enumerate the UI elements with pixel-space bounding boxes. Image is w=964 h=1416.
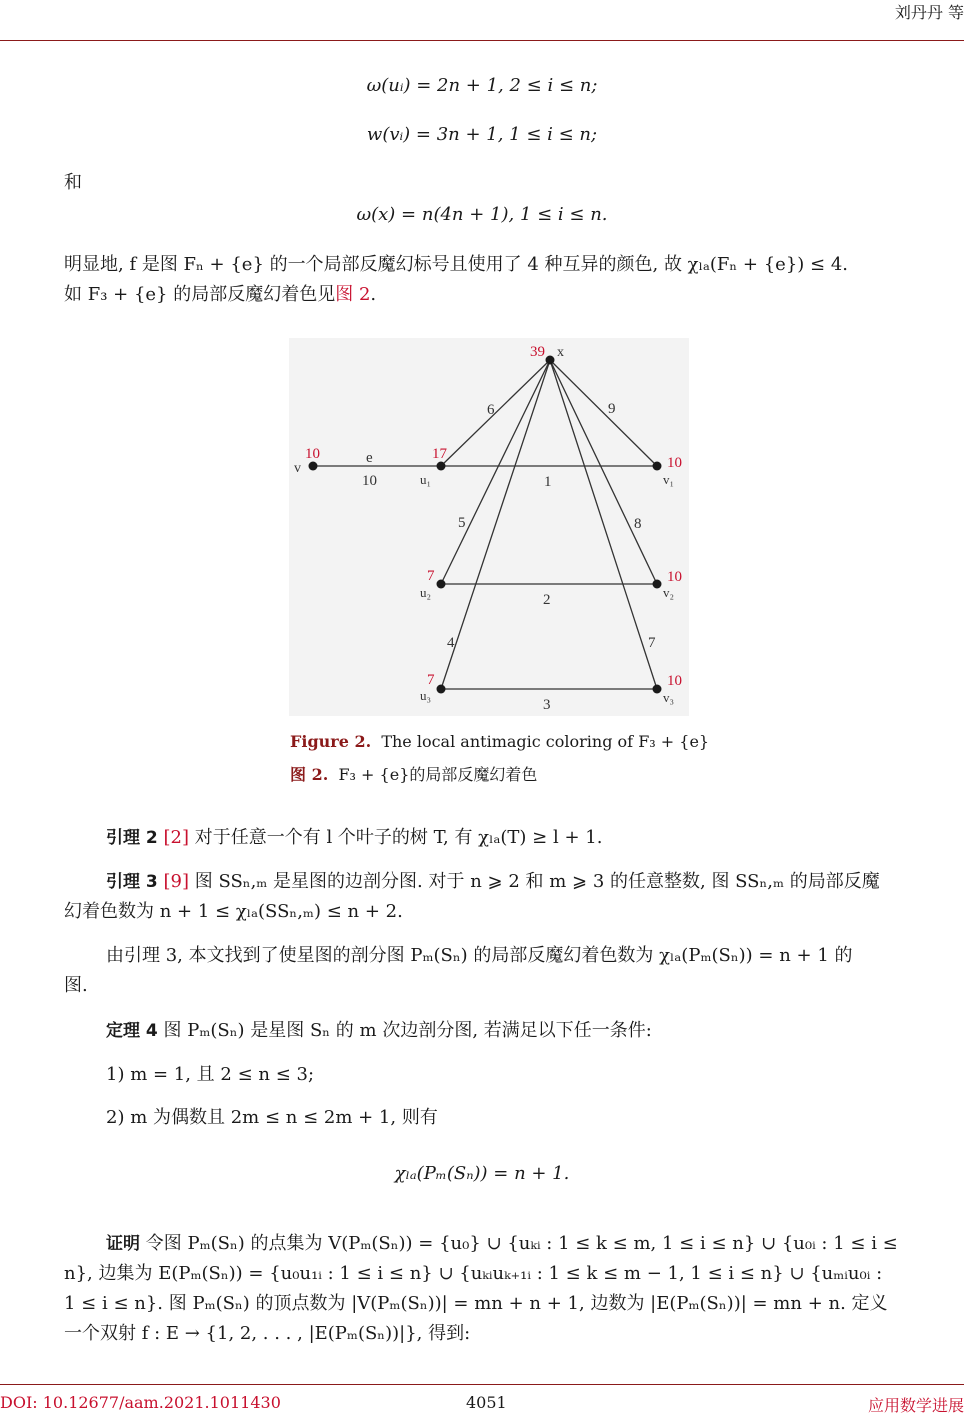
edge-u1-v1-weight: 1 [544,474,552,490]
label-v1-name: v₁ [663,472,675,487]
label-x-name: x [557,345,564,360]
label-v-color: 10 [305,446,320,462]
vertex-u2 [437,580,446,589]
figure-caption-en: Figure 2. The local antimagic coloring of F₃ + {e} [290,732,710,751]
edge-x-u2-weight: 5 [458,515,466,531]
lemma-3-ref[interactable]: [9] [163,871,189,892]
theorem-4: 定理 4 图 Pₘ(Sₙ) 是星图 Sₙ 的 m 次边剖分图, 若满足以下任一条件: [106,1020,652,1041]
edge-x-v3-weight: 7 [648,635,656,651]
theorem-4-condition-1: 1) m = 1, 且 2 ≤ n ≤ 3; [106,1064,315,1085]
paragraph-1 [64,250,964,310]
text-and: 和 [64,172,82,193]
label-v2-color: 10 [667,569,682,585]
edge-v-u1-weight: 10 [362,473,377,489]
footer-rule [0,1384,964,1385]
edge-x-u1 [441,360,550,466]
edge-x-u1-weight: 6 [487,402,495,418]
lemma-3: 引理 3 [9] 图 SSₙ,ₘ 是星图的边剖分图. 对于 n ⩾ 2 和 m ⩾ 3 的任意整数, 图 SSₙ,ₘ 的局部反魔 幻着色数为 n + 1 ≤ χₗₐ(SSₙ,ₘ) ≤ n + 2. [64,871,880,922]
edge-x-v1 [550,360,657,466]
label-u1-name: u₁ [420,472,432,487]
label-u1-color: 17 [432,446,447,462]
label-v3-color: 10 [667,673,682,689]
footer-doi[interactable]: DOI: 10.12677/aam.2021.1011430 [0,1393,281,1412]
vertex-v [309,462,318,471]
edge-u2-v2-weight: 2 [543,592,551,608]
label-v-name: v [294,461,301,476]
footer-journal: 应用数学进展 [867,1396,964,1415]
label-u2-color: 7 [427,568,435,584]
label-u3-name: u₃ [420,688,432,703]
vertex-v2 [653,580,662,589]
figure-caption-zh: 图 2. F₃ + {e}的局部反魔幻着色 [290,765,538,784]
equation-omega-u: ω(uᵢ) = 2n + 1, 2 ≤ i ≤ n; [366,75,598,96]
edge-u3-v3-weight: 3 [543,697,551,713]
edge-e-name: e [366,450,373,466]
header-author: 刘丹丹 等 [894,3,964,22]
vertex-x [546,356,555,365]
graph-figure [289,338,689,716]
label-x-color: 39 [530,344,545,360]
header-rule [0,40,964,41]
proof: 证明 令图 Pₘ(Sₙ) 的点集为 V(Pₘ(Sₙ)) = {u₀} ∪ {uₖᵢ : 1 ≤ k ≤ m, 1 ≤ i ≤ n} ∪ {u₀ᵢ : 1 ≤ i ≤ n}, 边集为 E(Pₘ(Sₙ)) = {u₀u₁ᵢ : 1 ≤ i ≤ n} ∪ {uₖᵢuₖ₊₁ᵢ : 1 ≤ k ≤ m − 1, 1 ≤ i ≤ n} ∪ {uₘᵢu₀ᵢ : 1 ≤ i ≤ n}. 图 Pₘ(Sₙ) 的顶点数为 |V(Pₘ(Sₙ))| = mn + n + 1, 边数为 |E(Pₘ(Sₙ))| = mn + n. 定义 一个双射 f : E → {1, 2, . . . , |E(Pₘ(Sₙ))|}, 得到: [64,1233,898,1344]
label-u3-color: 7 [427,672,435,688]
edge-x-u3-weight: 4 [447,635,455,651]
theorem-4-condition-2: 2) m 为偶数且 2m ≤ n ≤ 2m + 1, 则有 [106,1107,438,1128]
footer-page-number: 4051 [466,1393,507,1412]
edge-x-u2 [441,360,550,584]
paragraph-2: 由引理 3, 本文找到了使星图的剖分图 Pₘ(Sₙ) 的局部反魔幻着色数为 χₗₐ(Pₘ(Sₙ)) = n + 1 的 图. [64,945,853,996]
edge-x-v2 [550,360,657,584]
paragraph-1-line-2: 如 F₃ + {e} 的局部反魔幻着色见图 2. [64,284,377,305]
label-u2-name: u₂ [420,585,432,600]
figure-2-panel [289,338,689,716]
vertex-u1 [437,462,446,471]
label-v3-name: v₃ [663,690,675,705]
lemma-2-ref[interactable]: [2] [163,827,189,848]
paragraph-1-line-1: 明显地, f 是图 Fₙ + {e} 的一个局部反魔幻标号且使用了 4 种互异的颜色, 故 χₗₐ(Fₙ + {e}) ≤ 4. [64,254,849,275]
theorem-4-equation: χₗₐ(Pₘ(Sₙ)) = n + 1. [394,1163,570,1184]
figure-2-link[interactable]: 图 2 [335,284,371,305]
edge-x-v1-weight: 9 [608,401,616,417]
vertex-v1 [653,462,662,471]
edge-x-v2-weight: 8 [634,516,642,532]
vertex-u3 [437,685,446,694]
label-v2-name: v₂ [663,585,675,600]
equation-omega-x: ω(x) = n(4n + 1), 1 ≤ i ≤ n. [356,204,608,225]
vertex-v3 [653,685,662,694]
label-v1-color: 10 [667,455,682,471]
lemma-2: 引理 2 [2] 对于任意一个有 l 个叶子的树 T, 有 χₗₐ(T) ≥ l + 1. [106,827,603,848]
equation-w-v: w(vᵢ) = 3n + 1, 1 ≤ i ≤ n; [366,124,598,145]
